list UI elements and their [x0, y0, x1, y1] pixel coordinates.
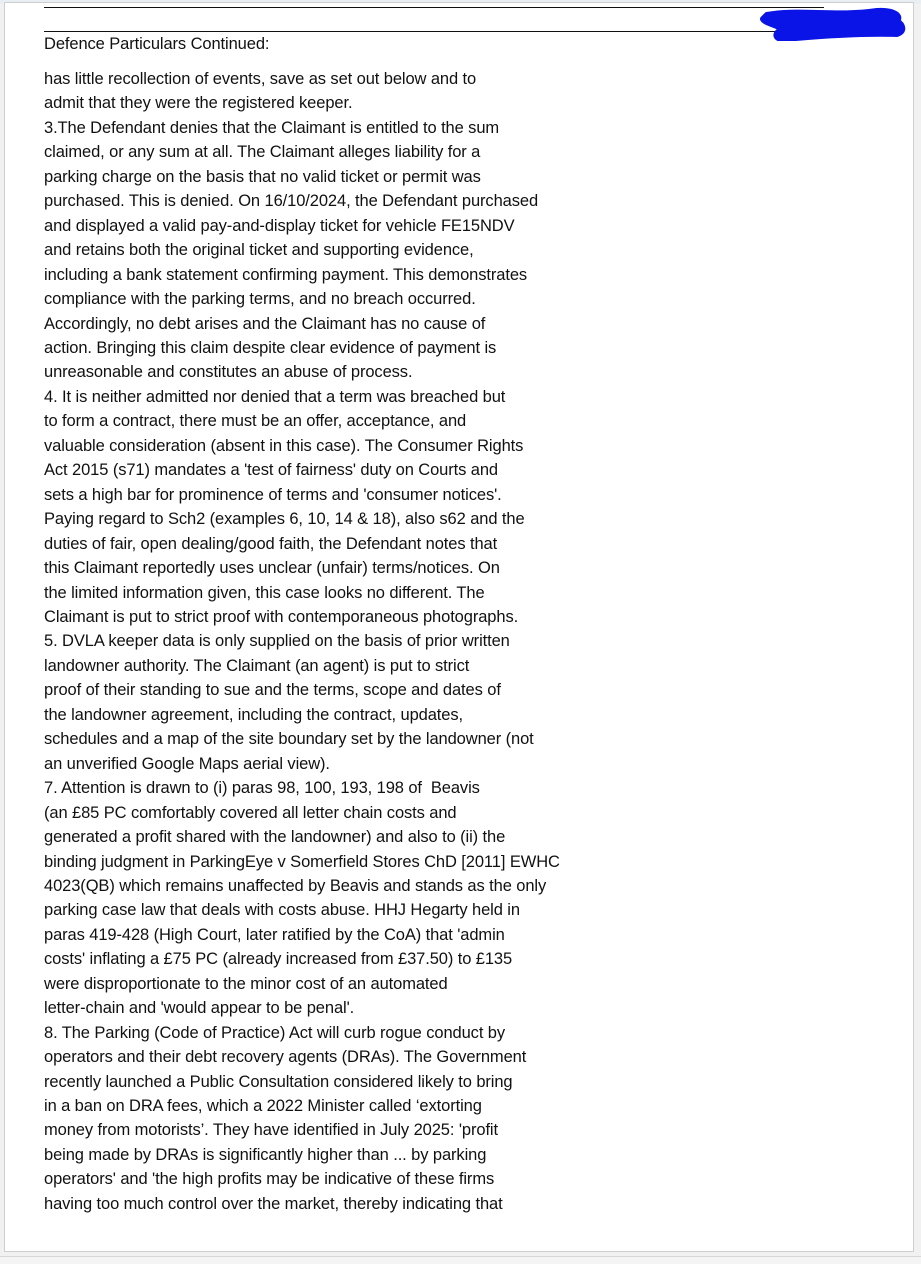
- header-rule-top: [44, 7, 824, 8]
- text-line: generated a profit shared with the landowner) and also to (ii) the: [44, 828, 506, 847]
- text-line: 5. DVLA keeper data is only supplied on the basis of prior written: [44, 632, 510, 651]
- text-line: and displayed a valid pay-and-display ticket for vehicle FE15NDV: [44, 216, 515, 235]
- text-line: Accordingly, no debt arises and the Claimant has no cause of: [44, 314, 486, 333]
- text-line: proof of their standing to sue and the terms, scope and dates of: [44, 681, 501, 700]
- text-line: duties of fair, open dealing/good faith, the Defendant notes that: [44, 534, 498, 553]
- text-line: parking case law that deals with costs abuse. HHJ Hegarty held in: [44, 901, 520, 920]
- text-line: operators and their debt recovery agents (DRAs). The Government: [44, 1048, 527, 1067]
- text-line: valuable consideration (absent in this case). The Consumer Rights: [44, 436, 524, 455]
- text-line: sets a high bar for prominence of terms and 'consumer notices'.: [44, 485, 502, 504]
- text-line: Claimant is put to strict proof with contemporaneous photographs.: [44, 607, 519, 626]
- text-line: the landowner agreement, including the contract, updates,: [44, 705, 463, 724]
- text-line: to form a contract, there must be an offer, acceptance, and: [44, 412, 467, 431]
- text-line: money from motorists’. They have identified in July 2025: 'profit: [44, 1121, 498, 1140]
- header-rule-bottom: [44, 31, 784, 32]
- text-line: action. Bringing this claim despite clear evidence of payment is: [44, 338, 497, 357]
- document-page: [4, 2, 914, 1252]
- text-line: purchased. This is denied. On 16/10/2024, the Defendant purchased: [44, 192, 539, 211]
- text-line: parking charge on the basis that no valid ticket or permit was: [44, 167, 481, 186]
- text-line: admit that they were the registered keeper.: [44, 94, 353, 113]
- text-line: 7. Attention is drawn to (i) paras 98, 100, 193, 198 of Beavis: [44, 779, 480, 798]
- text-line: 8. The Parking (Code of Practice) Act will curb rogue conduct by: [44, 1023, 506, 1042]
- text-line: binding judgment in ParkingEye v Somerfield Stores ChD [2011] EWHC: [44, 852, 560, 871]
- text-line: having too much control over the market, thereby indicating that: [44, 1194, 503, 1213]
- viewer-bottom-bar: [0, 1256, 921, 1264]
- text-line: Paying regard to Sch2 (examples 6, 10, 14 & 18), also s62 and the: [44, 510, 525, 529]
- text-line: compliance with the parking terms, and no breach occurred.: [44, 290, 476, 309]
- text-line: letter-chain and 'would appear to be penal'.: [44, 999, 355, 1018]
- text-line: costs' inflating a £75 PC (already increased from £37.50) to £135: [44, 950, 513, 969]
- section-heading: Defence Particulars Continued:: [44, 35, 270, 53]
- text-line: operators' and 'the high profits may be indicative of these firms: [44, 1170, 495, 1189]
- text-line: 4023(QB) which remains unaffected by Beavis and stands as the only: [44, 876, 547, 895]
- text-line: Act 2015 (s71) mandates a 'test of fairness' duty on Courts and: [44, 461, 499, 480]
- text-line: were disproportionate to the minor cost of an automated: [44, 974, 448, 993]
- text-line: has little recollection of events, save as set out below and to: [44, 70, 477, 88]
- text-line: this Claimant reportedly uses unclear (unfair) terms/notices. On: [44, 559, 500, 578]
- text-line: including a bank statement confirming payment. This demonstrates: [44, 265, 528, 284]
- text-line: recently launched a Public Consultation considered likely to bring: [44, 1072, 513, 1091]
- text-line: and retains both the original ticket and supporting evidence,: [44, 241, 474, 260]
- text-line: (an £85 PC comfortably covered all letter chain costs and: [44, 803, 457, 822]
- redaction-mark: [763, 11, 902, 39]
- text-line: landowner authority. The Claimant (an agent) is put to strict: [44, 656, 470, 675]
- defence-particulars-body: [44, 67, 560, 1216]
- text-line: unreasonable and constitutes an abuse of process.: [44, 363, 413, 382]
- text-line: claimed, or any sum at all. The Claimant alleges liability for a: [44, 143, 481, 162]
- text-line: paras 419-428 (High Court, later ratified by the CoA) that 'admin: [44, 925, 505, 944]
- redaction-scribble: [757, 7, 907, 41]
- text-line: being made by DRAs is significantly higher than ... by parking: [44, 1145, 487, 1164]
- text-line: in a ban on DRA fees, which a 2022 Minister called ‘extorting: [44, 1097, 482, 1116]
- text-line: an unverified Google Maps aerial view).: [44, 754, 330, 773]
- text-line: the limited information given, this case looks no different. The: [44, 583, 485, 602]
- text-line: 3.The Defendant denies that the Claimant is entitled to the sum: [44, 118, 500, 137]
- text-line: schedules and a map of the site boundary set by the landowner (not: [44, 730, 534, 749]
- text-line: 4. It is neither admitted nor denied that a term was breached but: [44, 387, 506, 406]
